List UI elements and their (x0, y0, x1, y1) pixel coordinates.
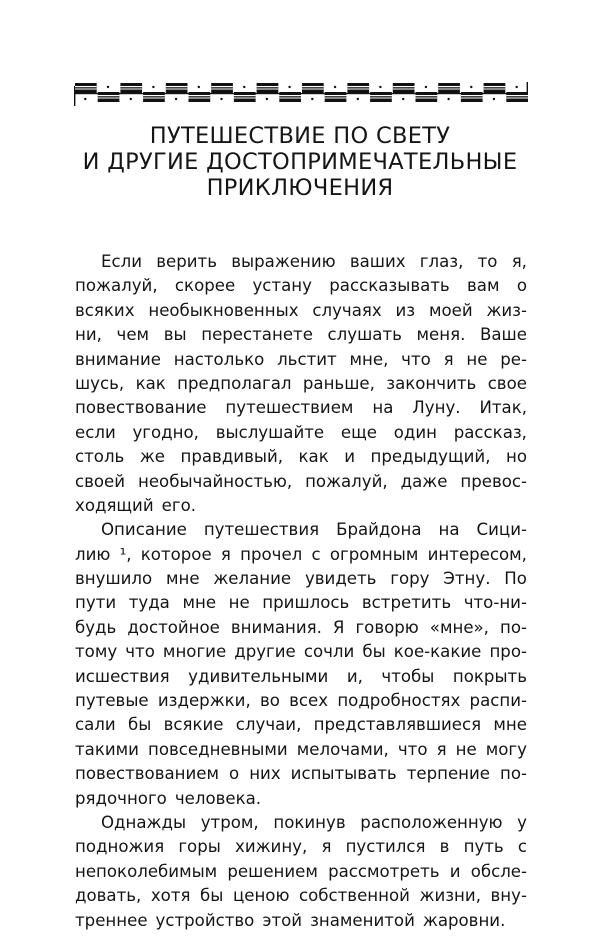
text-line: исшествия удивительными и, чтобы покрыть (75, 666, 527, 686)
paragraph (75, 811, 527, 933)
text-line: треннее устройство этой знаменитой жаровни. (75, 910, 506, 930)
text-line: столь же правдивый, как и предыдущий, но (75, 447, 527, 467)
text-line: Если верить выражению ваших глаз, то я, (101, 252, 527, 271)
text-line: будь достойное внимания. Я говорю «мне», по- (75, 617, 527, 637)
text-line: повествованием о них испытывать терпение по- (75, 764, 527, 784)
title-line: ПУТЕШЕСТВИЕ ПО СВЕТУ (149, 123, 451, 149)
text-line: Описание путешествия Брайдона на Сици- (101, 520, 527, 540)
chapter-title (60, 123, 540, 201)
text-line: Однажды утром, покинув расположенную у (101, 812, 527, 832)
text-line: путевые издержки, во всех подробностях распи- (75, 691, 527, 711)
text-line: повествование путешествием на Луну. Итак, (75, 398, 527, 418)
decorative-ornament-band (74, 80, 528, 108)
text-line: своей необычайностью, пожалуй, даже превос- (75, 471, 527, 491)
paragraph (75, 518, 527, 811)
text-line: всяких необыкновенных случаях из моей жиз- (75, 300, 527, 320)
paragraph (75, 250, 527, 518)
text-line: рядочного человека. (75, 788, 262, 808)
text-line: если угодно, выслушайте еще один рассказ, (75, 422, 527, 442)
text-line: лию ¹, которое я прочел с огромным интересом, (75, 544, 527, 564)
body-text (75, 250, 527, 933)
title-line: ПРИКЛЮЧЕНИЯ (206, 175, 394, 201)
text-line: тому что многие другие сочли бы кое-какие про- (75, 642, 527, 662)
text-line: ходящий его. (75, 495, 196, 515)
title-line: И ДРУГИЕ ДОСТОПРИМЕЧАТЕЛЬНЫЕ (82, 149, 518, 175)
text-line: шусь, как предполагал раньше, закончить свое (75, 373, 527, 393)
text-line: ни, чем вы перестанете слушать меня. Ваше (75, 325, 527, 345)
text-line: внушило мне желание увидеть гору Этну. По (75, 569, 527, 589)
text-line: сали бы всякие случаи, представлявшиеся мне (75, 715, 527, 735)
text-line: подножия горы хижину, я пустился в путь с (75, 837, 527, 857)
text-line: довать, хотя бы ценою собственной жизни, вну- (75, 886, 527, 906)
text-line: внимание настолько льстит мне, что я не ре- (75, 349, 527, 369)
text-line: пожалуй, скорее устану рассказывать вам о (75, 276, 527, 296)
text-line: непоколебимым решением рассмотреть и обсле- (75, 861, 527, 881)
text-line: пути туда мне не пришлось встретить что-ни- (75, 593, 527, 613)
text-line: такими повседневными мелочами, что я не могу (75, 739, 527, 759)
